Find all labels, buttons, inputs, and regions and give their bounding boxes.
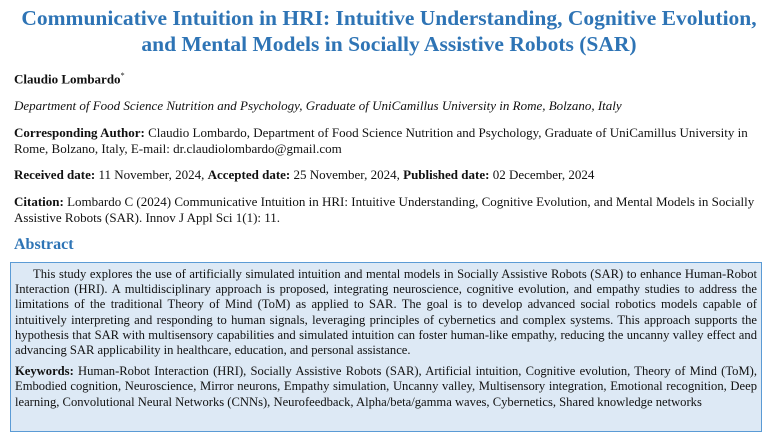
- corresponding-author: [14, 125, 764, 157]
- accepted-date: 25 November, 2024,: [293, 167, 400, 182]
- citation: [14, 194, 764, 226]
- received-label: Received date:: [14, 167, 96, 182]
- published-date: 02 December, 2024: [492, 167, 595, 182]
- keywords: [15, 364, 757, 410]
- paper-title: Communicative Intuition in HRI: Intuitive Understanding, Cognitive Evolution, and Mental Models in Socially Assistive Robots (SAR): [21, 6, 757, 56]
- abstract-box: [10, 262, 762, 432]
- author-mark: *: [120, 71, 125, 80]
- citation-text: Lombardo C (2024) Communicative Intuition in HRI: Intuitive Understanding, Cognitive Evolution, and Mental Models in Socially Assistive Robots (SAR). Innov J Appl Sci 1(1): 11.: [14, 194, 755, 225]
- dates-line: [14, 167, 764, 183]
- corresponding-label: Corresponding Author:: [14, 125, 145, 140]
- author-name-text: Claudio Lombardo: [14, 71, 121, 87]
- abstract-heading: Abstract: [14, 236, 74, 253]
- citation-label: Citation:: [14, 194, 64, 209]
- keywords-text: Human-Robot Interaction (HRI), Socially Assistive Robots (SAR), Artificial intuition, Cognitive evolution, Theory of Mind (ToM), Embodied cognition, Neuroscience, Mirror neurons, Empathy simulation, Uncanny valley, Multisensory integration, Emotional recognition, Deep learning, Convolutional Neural Networks (CNNs), Neurofeedback, Alpha/beta/gamma waves, Cybernetics, Shared knowledge networks: [15, 364, 757, 409]
- corresponding-text: Claudio Lombardo, Department of Food Science Nutrition and Psychology, Graduate of UniCamillus University in Rome, Bolzano, Italy, E-mail: dr.claudiolombardo@gmail.com: [14, 125, 748, 156]
- accepted-label: Accepted date:: [207, 167, 291, 182]
- abstract-text: This study explores the use of artificially simulated intuition and mental models in Socially Assistive Robots (SAR) to enhance Human-Robot Interaction (HRI). A multidisciplinary approach is proposed, integrating neuroscience, cognitive evolution, and empathy studies to address the limitations of the traditional Theory of Mind (ToM) as applied to SAR. The goal is to develop advanced social robotics models capable of intuitively interpreting and responding to human signals, leveraging principles of cybernetics and complex systems. This approach supports the hypothesis that SAR with multisensory capabilities and simulated intuition can foster human-like empathy, reducing the uncanny valley effect and advancing SAR applicability in healthcare, education, and personal assistance.: [15, 267, 757, 358]
- received-date: 11 November, 2024,: [98, 167, 205, 182]
- published-label: Published date:: [403, 167, 490, 182]
- keywords-label: Keywords:: [15, 364, 74, 379]
- affiliation: Department of Food Science Nutrition and Psychology, Graduate of UniCamillus University in Rome, Bolzano, Italy: [14, 98, 622, 113]
- author-name: [14, 71, 125, 87]
